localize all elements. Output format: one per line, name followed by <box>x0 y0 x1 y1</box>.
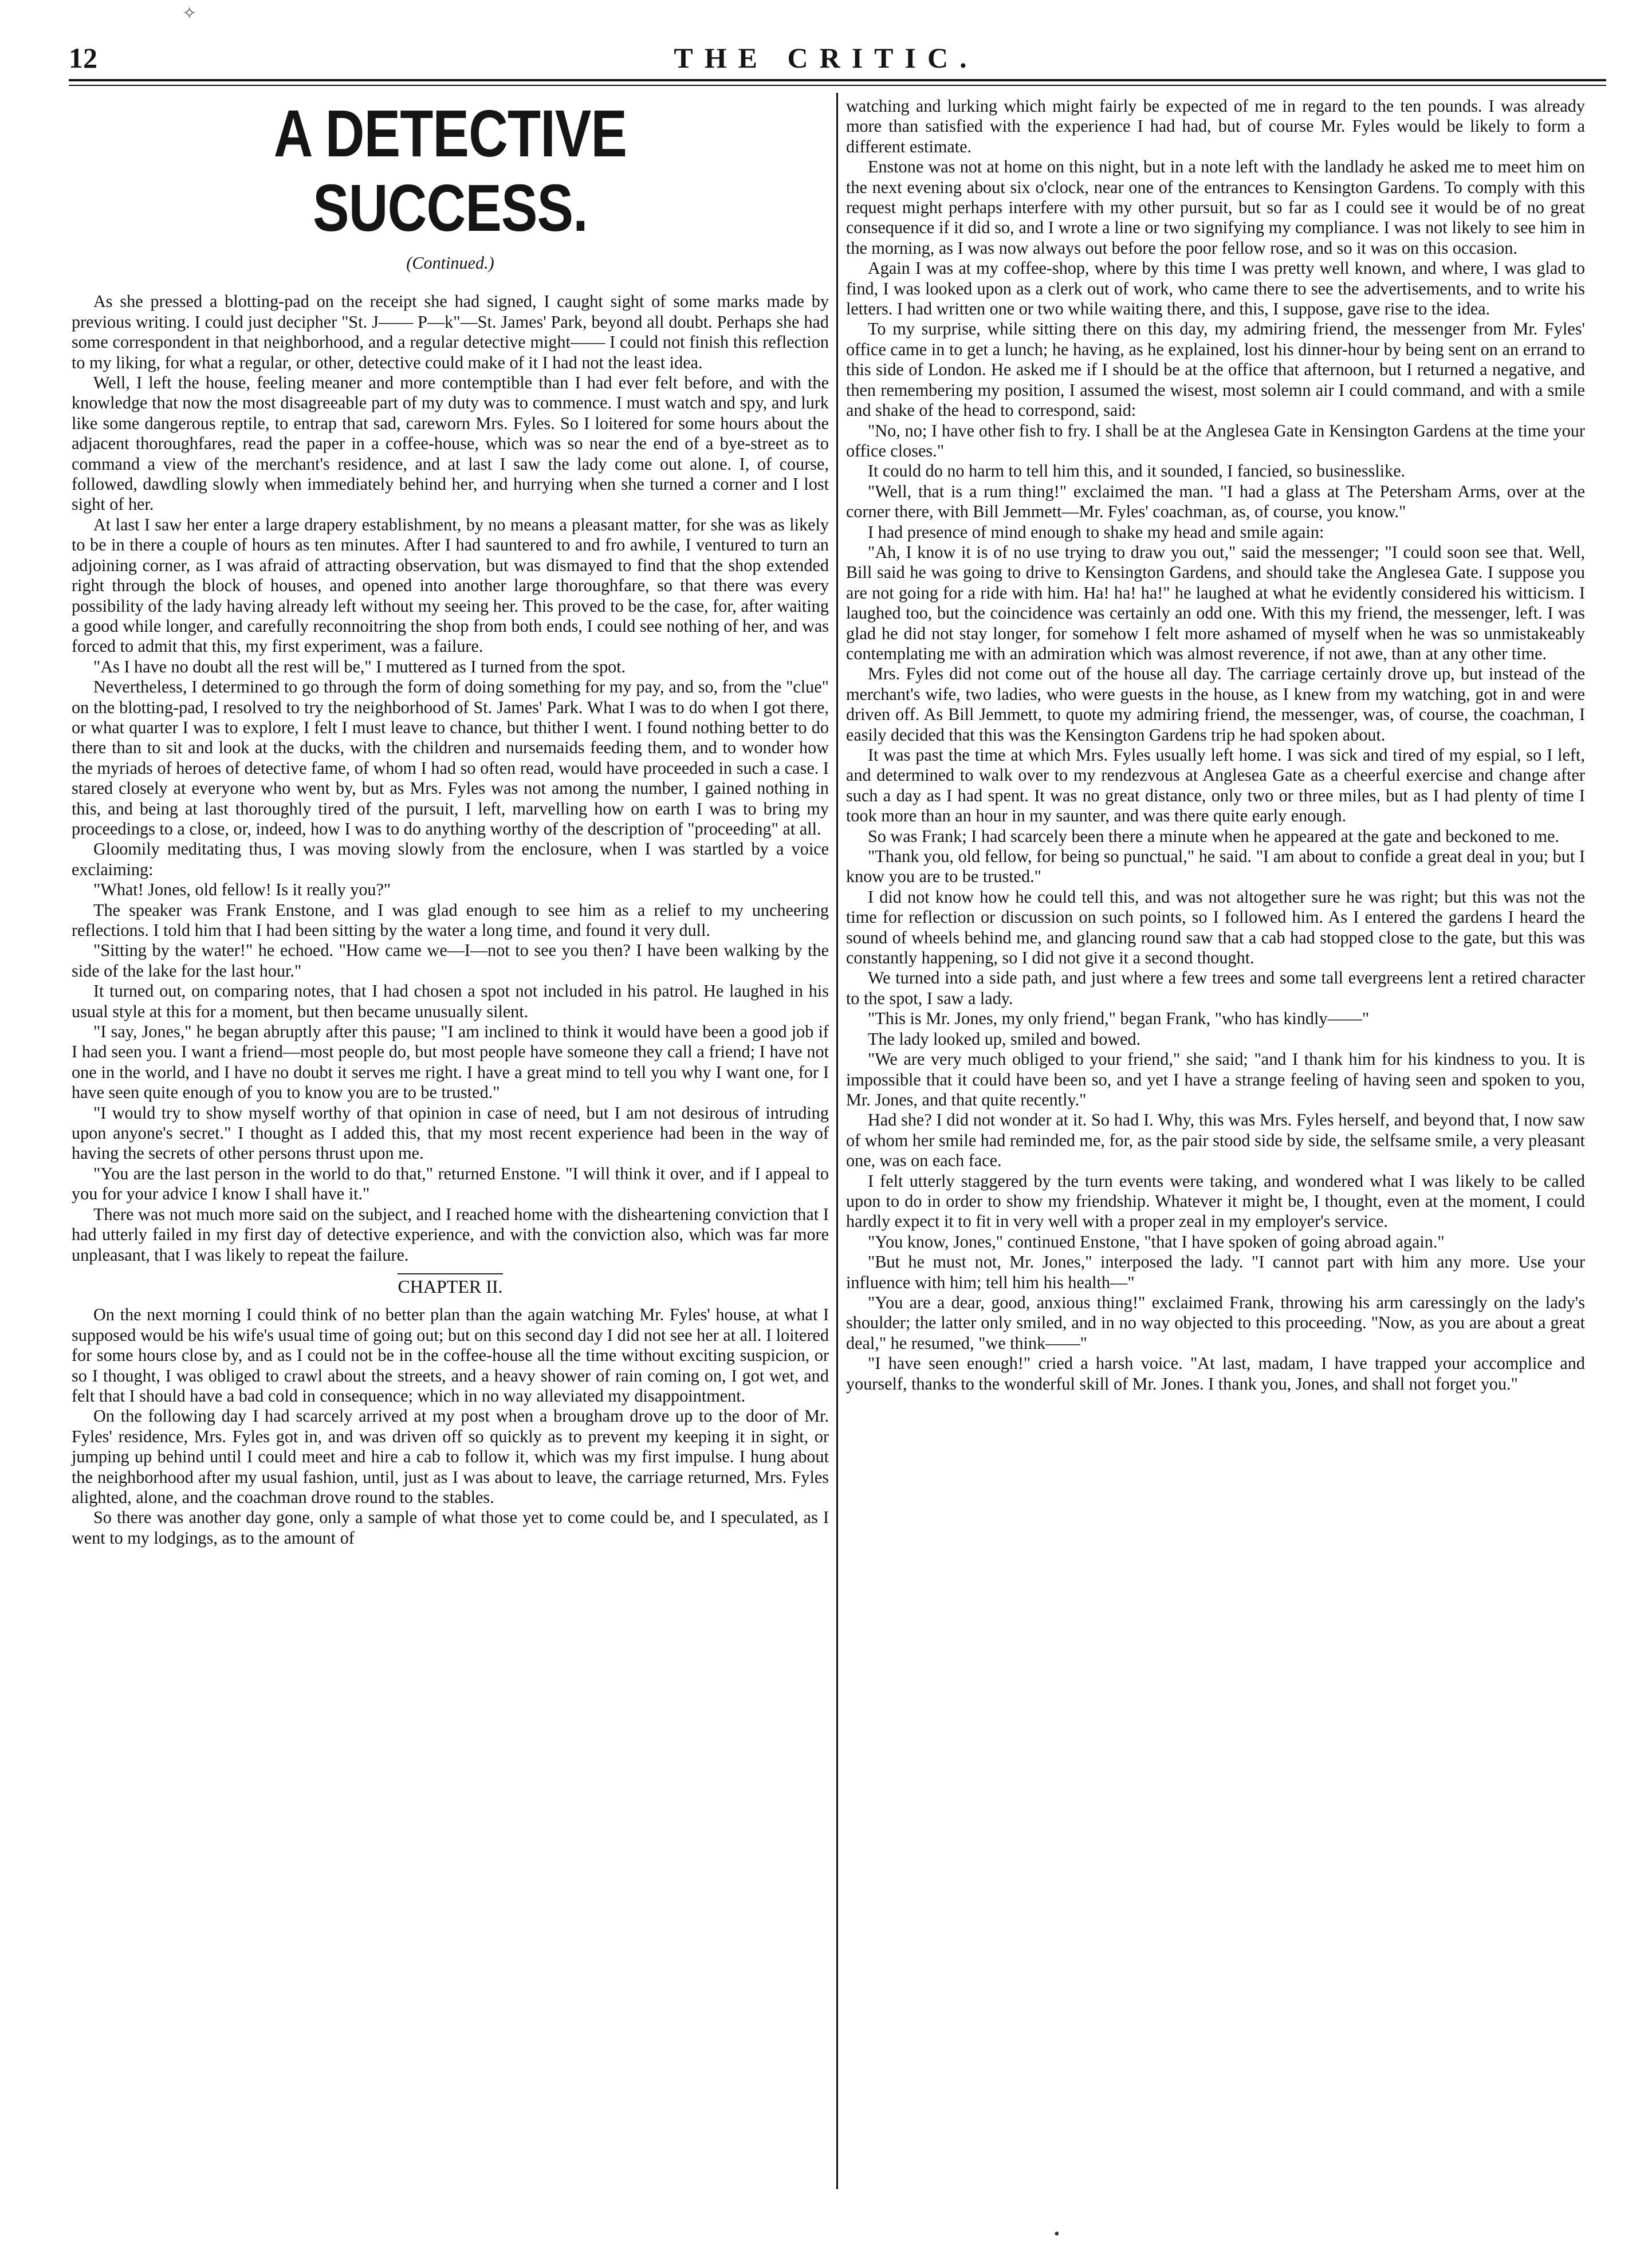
paragraph: Again I was at my coffee-shop, where by this time I was pretty well known, and where, I was glad to find, I was looked upon as a clerk out of work, who came there to see the advertisements, and to write his letters. I had written one or two while waiting there, and this, I suppose, gave rise to the idea. <box>846 258 1585 319</box>
print-speck-icon: ✧ <box>182 4 197 23</box>
paragraph: As she pressed a blotting-pad on the receipt she had signed, I caught sight of some marks made by previous writing. I could just decipher "St. J—— P—k"—St. James' Park, beyond all doubt. Perhaps she had some correspondent in that neighborhood, and a regular detective might—— I could not finish this reflection to my liking, for what a regular, or other, detective could make of it I had not the least idea. <box>72 292 829 372</box>
paragraph: There was not much more said on the subject, and I reached home with the disheartening conviction that I had utterly failed in my first day of detective experience, and with the conviction also, which was far more unpleasant, that I was likely to repeat the failure. <box>72 1204 829 1265</box>
paragraph: The speaker was Frank Enstone, and I was glad enough to see him as a relief to my uncheering reflections. I told him that I had been sitting by the water a long time, and found it very dull. <box>72 900 829 940</box>
paragraph: "Ah, I know it is of no use trying to draw you out," said the messenger; "I could soon see that. Well, Bill said he was going to drive to Kensington Gardens, and should take the Anglesea Gate. I suppose you are not going for a ride with him. Ha! ha! ha!" he laughed at what he evidently considered his witticism. I laughed too, but the coincidence was certainly an odd one. With this my friend, the messenger, left. I was glad he did not stay longer, for somehow I felt more ashamed of myself when he was so unmistakeably contemplating me with an admiration which was almost reverence, if not awe, than at any other time. <box>846 542 1585 663</box>
paragraph: "I say, Jones," he began abruptly after this pause; "I am inclined to think it would have been a good job if I had seen you. I want a friend—most people do, but most people have someone they call a friend; I have not one in the world, and I have no doubt it serves me right. I have a great mind to tell you why I want one, for I have seen quite enough of you to know you are to be trusted." <box>72 1022 829 1103</box>
paragraph: "I would try to show myself worthy of that opinion in case of need, but I am not desirous of intruding upon anyone's secret." I thought as I added this, that my most recent experience had been in the way of having the secrets of other persons thrust upon me. <box>72 1103 829 1163</box>
paragraph: I did not know how he could tell this, and was not altogether sure he was right; but this was not the time for reflection or discussion on such points, so I followed him. As I entered the gardens I heard the sound of wheels behind me, and glancing round saw that a cab had stopped close to the gate, but this was constantly happening, so I did not give it a second thought. <box>846 887 1585 968</box>
paragraph: "This is Mr. Jones, my only friend," began Frank, "who has kindly——" <box>868 1009 1370 1029</box>
paragraph: I felt utterly staggered by the turn events were taking, and wondered what I was likely to be called upon to do in order to show my friendship. Whatever it might be, I thought, even at the moment, I could hardly expect it to fit in very well with a proper zeal in my employer's service. <box>846 1171 1585 1231</box>
paragraph: "You are a dear, good, anxious thing!" exclaimed Frank, throwing his arm caressingly on the lady's shoulder; the latter only smiled, and in no way objected to this proceeding. "Now, as you are about a great deal," he resumed, "we think——" <box>846 1292 1585 1353</box>
paragraph: Gloomily meditating thus, I was moving slowly from the enclosure, when I was startled by a voice exclaiming: <box>72 839 829 879</box>
header-rule-thin <box>69 85 1606 86</box>
paragraph: Had she? I did not wonder at it. So had I. Why, this was Mrs. Fyles herself, and beyond that, I now saw of whom her smile had reminded me, for, as the pair stood side by side, the selfsame smile, a very pleasant one, was on each face. <box>846 1110 1585 1171</box>
paragraph: On the next morning I could think of no better plan than the again watching Mr. Fyles' house, at what I supposed would be his wife's usual time of going out; but on this second day I did not see her at all. I loitered for some hours close by, and as I could not be in the coffee-house all the time without exciting suspicion, or so I thought, I was obliged to crawl about the streets, and a heavy shower of rain coming on, I got wet, and felt that I should have a bad cold in consequence; which in no way alleviated my disappointment. <box>72 1305 829 1406</box>
chapter-heading <box>72 1273 829 1297</box>
header-rule <box>69 79 1606 81</box>
publication-title: THE CRITIC. <box>674 42 978 74</box>
paragraph: So there was another day gone, only a sample of what those yet to come could be, and I speculated, as I went to my lodgings, as to the amount of <box>72 1508 829 1548</box>
paragraph: It was past the time at which Mrs. Fyles usually left home. I was sick and tired of my espial, so I left, and determined to walk over to my rendezvous at Anglesea Gate as a cheerful exercise and change after such a day as I had spent. It was no great distance, only two or three miles, but as I had plenty of time I took more than an hour in my saunter, and was there quite early enough. <box>846 745 1585 826</box>
paragraph: Mrs. Fyles did not come out of the house all day. The carriage certainly drove up, but instead of the merchant's wife, two ladies, who were guests in the house, as I knew from my watching, got in and were driven off. As Bill Jemmett, to quote my admiring friend, the messenger, was, of course, the coachman, I easily decided that this was the Kensington Gardens trip he had spoken about. <box>846 664 1585 745</box>
page-header <box>0 30 1652 87</box>
paragraph: I had presence of mind enough to shake my head and smile again: <box>868 522 1324 542</box>
paragraph: Nevertheless, I determined to go through the form of doing something for my pay, and so, from the "clue" on the blotting-pad, I resolved to try the neighborhood of St. James' Park. What I was to do when I got there, or what quarter I was to explore, I felt I must leave to chance, but thither I went. I found nothing better to do there than to sit and look at the ducks, with the children and nursemaids feeding them, and to wonder how the myriads of heroes of detective fame, of whom I had so often read, would have proceeded in such a case. I stared closely at everyone who went by, but as Mrs. Fyles was not among the number, I gained nothing in this, and being at last thoroughly tired of the pursuit, I left, marvelling how on earth I was to bring my proceedings to a close, or, indeed, how I was to do anything worthy of the description of "proceeding" at all. <box>72 677 829 839</box>
paragraph: "We are very much obliged to your friend," she said; "and I thank him for his kindness to you. It is impossible that it could have been so, and yet I have a strange feeling of having seen and spoken to you, Mr. Jones, and that quite recently." <box>846 1049 1585 1109</box>
paragraph: "I have seen enough!" cried a harsh voice. "At last, madam, I have trapped your accomplice and yourself, thanks to the wonderful skill of Mr. Jones. I thank you, Jones, and shall not forget you." <box>846 1353 1585 1394</box>
story-title: A DETECTIVE SUCCESS. <box>273 96 627 245</box>
paragraph: "You are the last person in the world to do that," returned Enstone. "I will think it over, and if I appeal to you for your advice I know I shall have it." <box>72 1163 829 1204</box>
left-paragraphs <box>72 292 829 1265</box>
paragraph: We turned into a side path, and just where a few trees and some tall evergreens lent a retired character to the spot, I saw a lady. <box>846 968 1585 1008</box>
paragraph: "As I have no doubt all the rest will be," I muttered as I turned from the spot. <box>93 656 626 676</box>
paragraph: "What! Jones, old fellow! Is it really you?" <box>93 880 391 900</box>
paragraph: So was Frank; I had scarcely been there a minute when he appeared at the gate and beckoned to me. <box>868 826 1560 846</box>
right-paragraphs <box>846 96 1585 1394</box>
paragraph: At last I saw her enter a large drapery establishment, by no means a pleasant matter, for she was as likely to be in there a couple of hours as ten minutes. After I had sauntered to and fro awhile, I ventured to turn an adjoining corner, as I was afraid of attracting observation, but was dismayed to find that the shop extended right through the block of houses, and opened into another large thoroughfare, so that there was every possibility of the lady having already left without my seeing her. This proved to be the case, for, after waiting a good while longer, and carefully reconnoitring the shop from both ends, I could see nothing of her, and was forced to admit that this, my first experiment, was a failure. <box>72 514 829 656</box>
right-column <box>846 96 1585 1394</box>
paragraph: "No, no; I have other fish to fry. I shall be at the Anglesea Gate in Kensington Gardens at the time your office closes." <box>846 420 1585 461</box>
left-column <box>72 96 829 1548</box>
paragraph: It turned out, on comparing notes, that I had chosen a spot not included in his patrol. He laughed in his usual style at this for a moment, but then became unusually silent. <box>72 981 829 1021</box>
column-divider <box>836 93 838 2189</box>
chapter-heading-text: CHAPTER II. <box>398 1273 502 1297</box>
paragraph: The lady looked up, smiled and bowed. <box>868 1029 1141 1049</box>
paragraph: "Thank you, old fellow, for being so punctual," he said. "I am about to confide a great deal in you; but I know you are to be trusted." <box>846 847 1585 887</box>
continued-label: (Continued.) <box>406 253 494 273</box>
paragraph: It could do no harm to tell him this, and it sounded, I fancied, so businesslike. <box>868 461 1406 481</box>
paragraph: "You know, Jones," continued Enstone, "that I have spoken of going abroad again." <box>868 1231 1445 1252</box>
paragraph: "Sitting by the water!" he echoed. "How came we—I—not to see you then? I have been walking by the side of the lake for the last hour." <box>72 940 829 981</box>
footer-dot: • <box>1054 2225 1060 2243</box>
paragraph: "But he must not, Mr. Jones," interposed the lady. "I cannot part with him any more. Use your influence with him; tell him his health—" <box>846 1252 1585 1292</box>
paragraph: "Well, that is a rum thing!" exclaimed the man. "I had a glass at The Petersham Arms, over at the corner there, with Bill Jemmett—Mr. Fyles' coachman, as, of course, you know." <box>846 481 1585 522</box>
paragraph: On the following day I had scarcely arrived at my post when a brougham drove up to the door of Mr. Fyles' residence, Mrs. Fyles got in, and was driven off so quickly as to prevent my keeping it in sight, or jumping up behind until I could meet and hire a cab to follow it, which was my first impulse. I hung about the neighborhood after my usual fashion, until, just as I was about to leave, the carriage returned, Mrs. Fyles alighted, alone, and the coachman drove round to the stables. <box>72 1406 829 1507</box>
paragraph: To my surprise, while sitting there on this day, my admiring friend, the messenger from Mr. Fyles' office came in to get a lunch; he having, as he explained, lost his dinner-hour by being sent on an errand to this side of London. He asked me if I should be at the office that afternoon, but I returned a negative, and then remembering my position, I assumed the wisest, most solemn air I could command, and with a smile and shake of the head to correspond, said: <box>846 319 1585 420</box>
paragraph: watching and lurking which might fairly be expected of me in regard to the ten pounds. I was already more than satisfied with the experience I had had, but of course Mr. Fyles would be likely to form a different estimate. <box>846 96 1585 156</box>
chapter-paragraphs <box>72 1305 829 1548</box>
paragraph: Enstone was not at home on this night, but in a note left with the landlady he asked me to meet him on the next evening about six o'clock, near one of the entrances to Kensington Gardens. To comply with this request might perhaps interfere with my other pursuit, but so far as I could see it would be of no great consequence if it did so, and I wrote a line or two signifying my compliance. I was not likely to see him in the morning, as I was now always out before the poor fellow rose, and so it was on this occasion. <box>846 157 1585 258</box>
page-number: 12 <box>69 42 97 74</box>
paragraph: Well, I left the house, feeling meaner and more contemptible than I had ever felt before, and with the knowledge that now the most disagreeable part of my duty was to commence. I must watch and spy, and lurk like some dangerous reptile, to entrap that sad, careworn Mrs. Fyles. So I loitered for some hours about the adjacent thoroughfares, read the paper in a coffee-house, which was so near the end of a bye-street as to command a view of the merchant's residence, and at last I saw the lady come out alone. I, of course, followed, dawdling slowly when immediately behind her, and hurrying when she turned a corner and I lost sight of her. <box>72 373 829 514</box>
